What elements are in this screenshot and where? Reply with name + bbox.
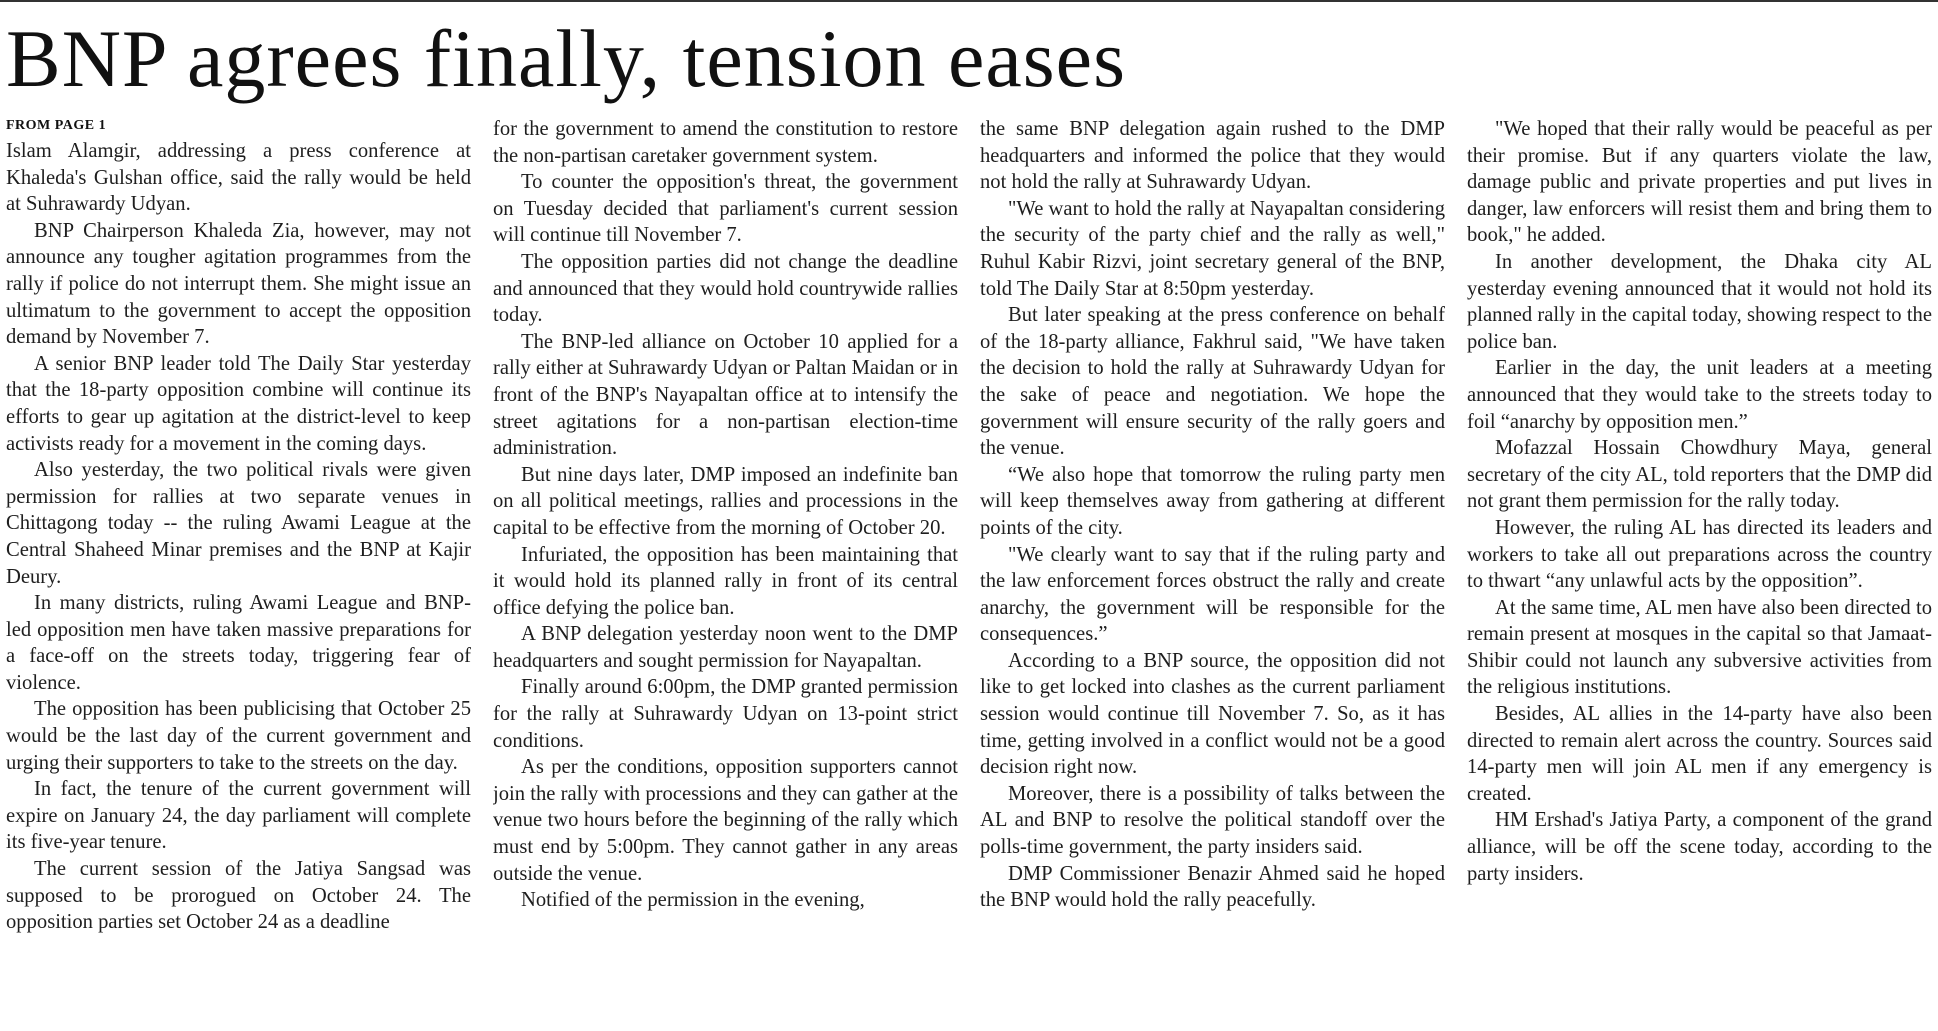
paragraph: Moreover, there is a possibility of talks between the AL and BNP to resolve the political standoff over the polls-time government, the party insiders said.	[980, 782, 1445, 859]
paragraph: “We also hope that tomorrow the ruling party men will keep themselves away from gathering at different points of the city.	[980, 463, 1445, 539]
paragraph: Notified of the permission in the evening,	[521, 889, 865, 912]
paragraph: DMP Commissioner Benazir Ahmed said he hoped the BNP would hold the rally peacefully.	[980, 862, 1445, 912]
paragraph: However, the ruling AL has directed its leaders and workers to take all out preparations across the country to thwart “any unlawful acts by the opposition”.	[1467, 516, 1932, 593]
paragraph: But later speaking at the press conference on behalf of the 18-party alliance, Fakhrul said, "We have taken the decision to hold the rally at Suhrawardy Udyan for the sake of peace and negotiation. We hope the government will ensure security of the rally goers and the venue.	[980, 304, 1445, 460]
paragraph: for the government to amend the constitution to restore the non-partisan caretaker government system.	[493, 118, 958, 167]
article-column-1	[6, 116, 471, 1028]
paragraph: The BNP-led alliance on October 10 applied for a rally either at Suhrawardy Udyan or Paltan Maidan or in front of the BNP's Nayapaltan office at to intensify the street agitations for a non-partisan election-time administration.	[493, 330, 958, 460]
paragraph: Besides, AL allies in the 14-party have also been directed to remain alert across the country. Sources said 14-party men will join AL men if any emergency is created.	[1467, 703, 1932, 805]
paragraph: As per the conditions, opposition supporters cannot join the rally with processions and they can gather at the venue two hours before the beginning of the rally which must end by 5:00pm. They cannot gather in any areas outside the venue.	[493, 756, 958, 885]
paragraph: the same BNP delegation again rushed to the DMP headquarters and informed the police that they would not hold the rally at Suhrawardy Udyan.	[980, 118, 1445, 194]
article-column-2	[493, 116, 958, 1028]
paragraph: Earlier in the day, the unit leaders at a meeting announced that they would take to the streets today to foil “anarchy by opposition men.”	[1467, 357, 1932, 433]
paragraph: But nine days later, DMP imposed an indefinite ban on all political meetings, rallies and processions in the capital to be effective from the morning of October 20.	[493, 463, 958, 539]
paragraph: To counter the opposition's threat, the government on Tuesday decided that parliament's current session will continue till November 7.	[493, 171, 958, 247]
paragraph: "We want to hold the rally at Nayapaltan considering the security of the party chief and the rally as well," Ruhul Kabir Rizvi, joint secretary general of the BNP, told The Daily Star at 8:50pm yesterday.	[980, 197, 1445, 300]
paragraph: BNP Chairperson Khaleda Zia, however, may not announce any tougher agitation programmes from the rally if police do not interrupt them. She might issue an ultimatum to the government to accept the opposition demand by November 7.	[6, 219, 471, 349]
paragraph: According to a BNP source, the opposition did not like to get locked into clashes as the current parliament session would continue till November 7. So, as it has time, getting involved in a conflict would not be a good decision right now.	[980, 649, 1445, 779]
paragraph: In fact, the tenure of the current government will expire on January 24, the day parliament will complete its five-year tenure.	[6, 778, 471, 854]
paragraph: "We clearly want to say that if the ruling party and the law enforcement forces obstruct the rally and create anarchy, the government will be responsible for the consequences.”	[980, 543, 1445, 646]
paragraph: A BNP delegation yesterday noon went to the DMP headquarters and sought permission for Nayapaltan.	[493, 623, 958, 672]
top-rule	[0, 0, 1938, 2]
paragraph: The opposition has been publicising that October 25 would be the last day of the current government and urging their supporters to take to the streets on the day.	[6, 698, 471, 774]
paragraph: Also yesterday, the two political rivals were given permission for rallies at two separate venues in Chittagong today -- the ruling Awami League at the Central Shaheed Minar premises and the BNP at Kajir Deury.	[6, 459, 471, 588]
paragraph: In another development, the Dhaka city AL yesterday evening announced that it would not hold its planned rally in the capital today, showing respect to the police ban.	[1467, 250, 1932, 353]
paragraph: Islam Alamgir, addressing a press conference at Khaleda's Gulshan office, said the rally would be held at Suhrawardy Udyan.	[6, 140, 471, 216]
paragraph: Infuriated, the opposition has been maintaining that it would hold its planned rally in front of its central office defying the police ban.	[493, 543, 958, 619]
paragraph: HM Ershad's Jatiya Party, a component of the grand alliance, will be off the scene today, according to the party insiders.	[1467, 809, 1932, 885]
dateline: FROM PAGE 1	[6, 118, 107, 133]
paragraph: A senior BNP leader told The Daily Star yesterday that the 18-party opposition combine will continue its efforts to gear up agitation at the district-level to keep activists ready for a movement in the coming days.	[6, 352, 471, 455]
paragraph: "We hoped that their rally would be peaceful as per their promise. But if any quarters violate the law, damage public and private properties and put lives in danger, law enforcers will resist them and bring them to book," he added.	[1467, 118, 1932, 247]
article-column-3	[980, 116, 1445, 1028]
paragraph: At the same time, AL men have also been directed to remain present at mosques in the capital so that Jamaat-Shibir could not launch any subversive activities from the religious institutions.	[1467, 596, 1932, 699]
paragraph: Finally around 6:00pm, the DMP granted permission for the rally at Suhrawardy Udyan on 13-point strict conditions.	[493, 676, 958, 752]
headline: BNP agrees finally, tension eases	[6, 13, 1126, 104]
paragraph: In many districts, ruling Awami League and BNP-led opposition men have taken massive preparations for a face-off on the streets today, triggering fear of violence.	[6, 592, 471, 694]
paragraph: The current session of the Jatiya Sangsad was supposed to be prorogued on October 24. The opposition parties set October 24 as a deadline	[6, 858, 471, 934]
paragraph: Mofazzal Hossain Chowdhury Maya, general secretary of the city AL, told reporters that the DMP did not grant them permission for the rally today.	[1467, 437, 1932, 513]
article-column-4	[1467, 116, 1932, 1028]
paragraph: The opposition parties did not change the deadline and announced that they would hold countrywide rallies today.	[493, 250, 958, 327]
